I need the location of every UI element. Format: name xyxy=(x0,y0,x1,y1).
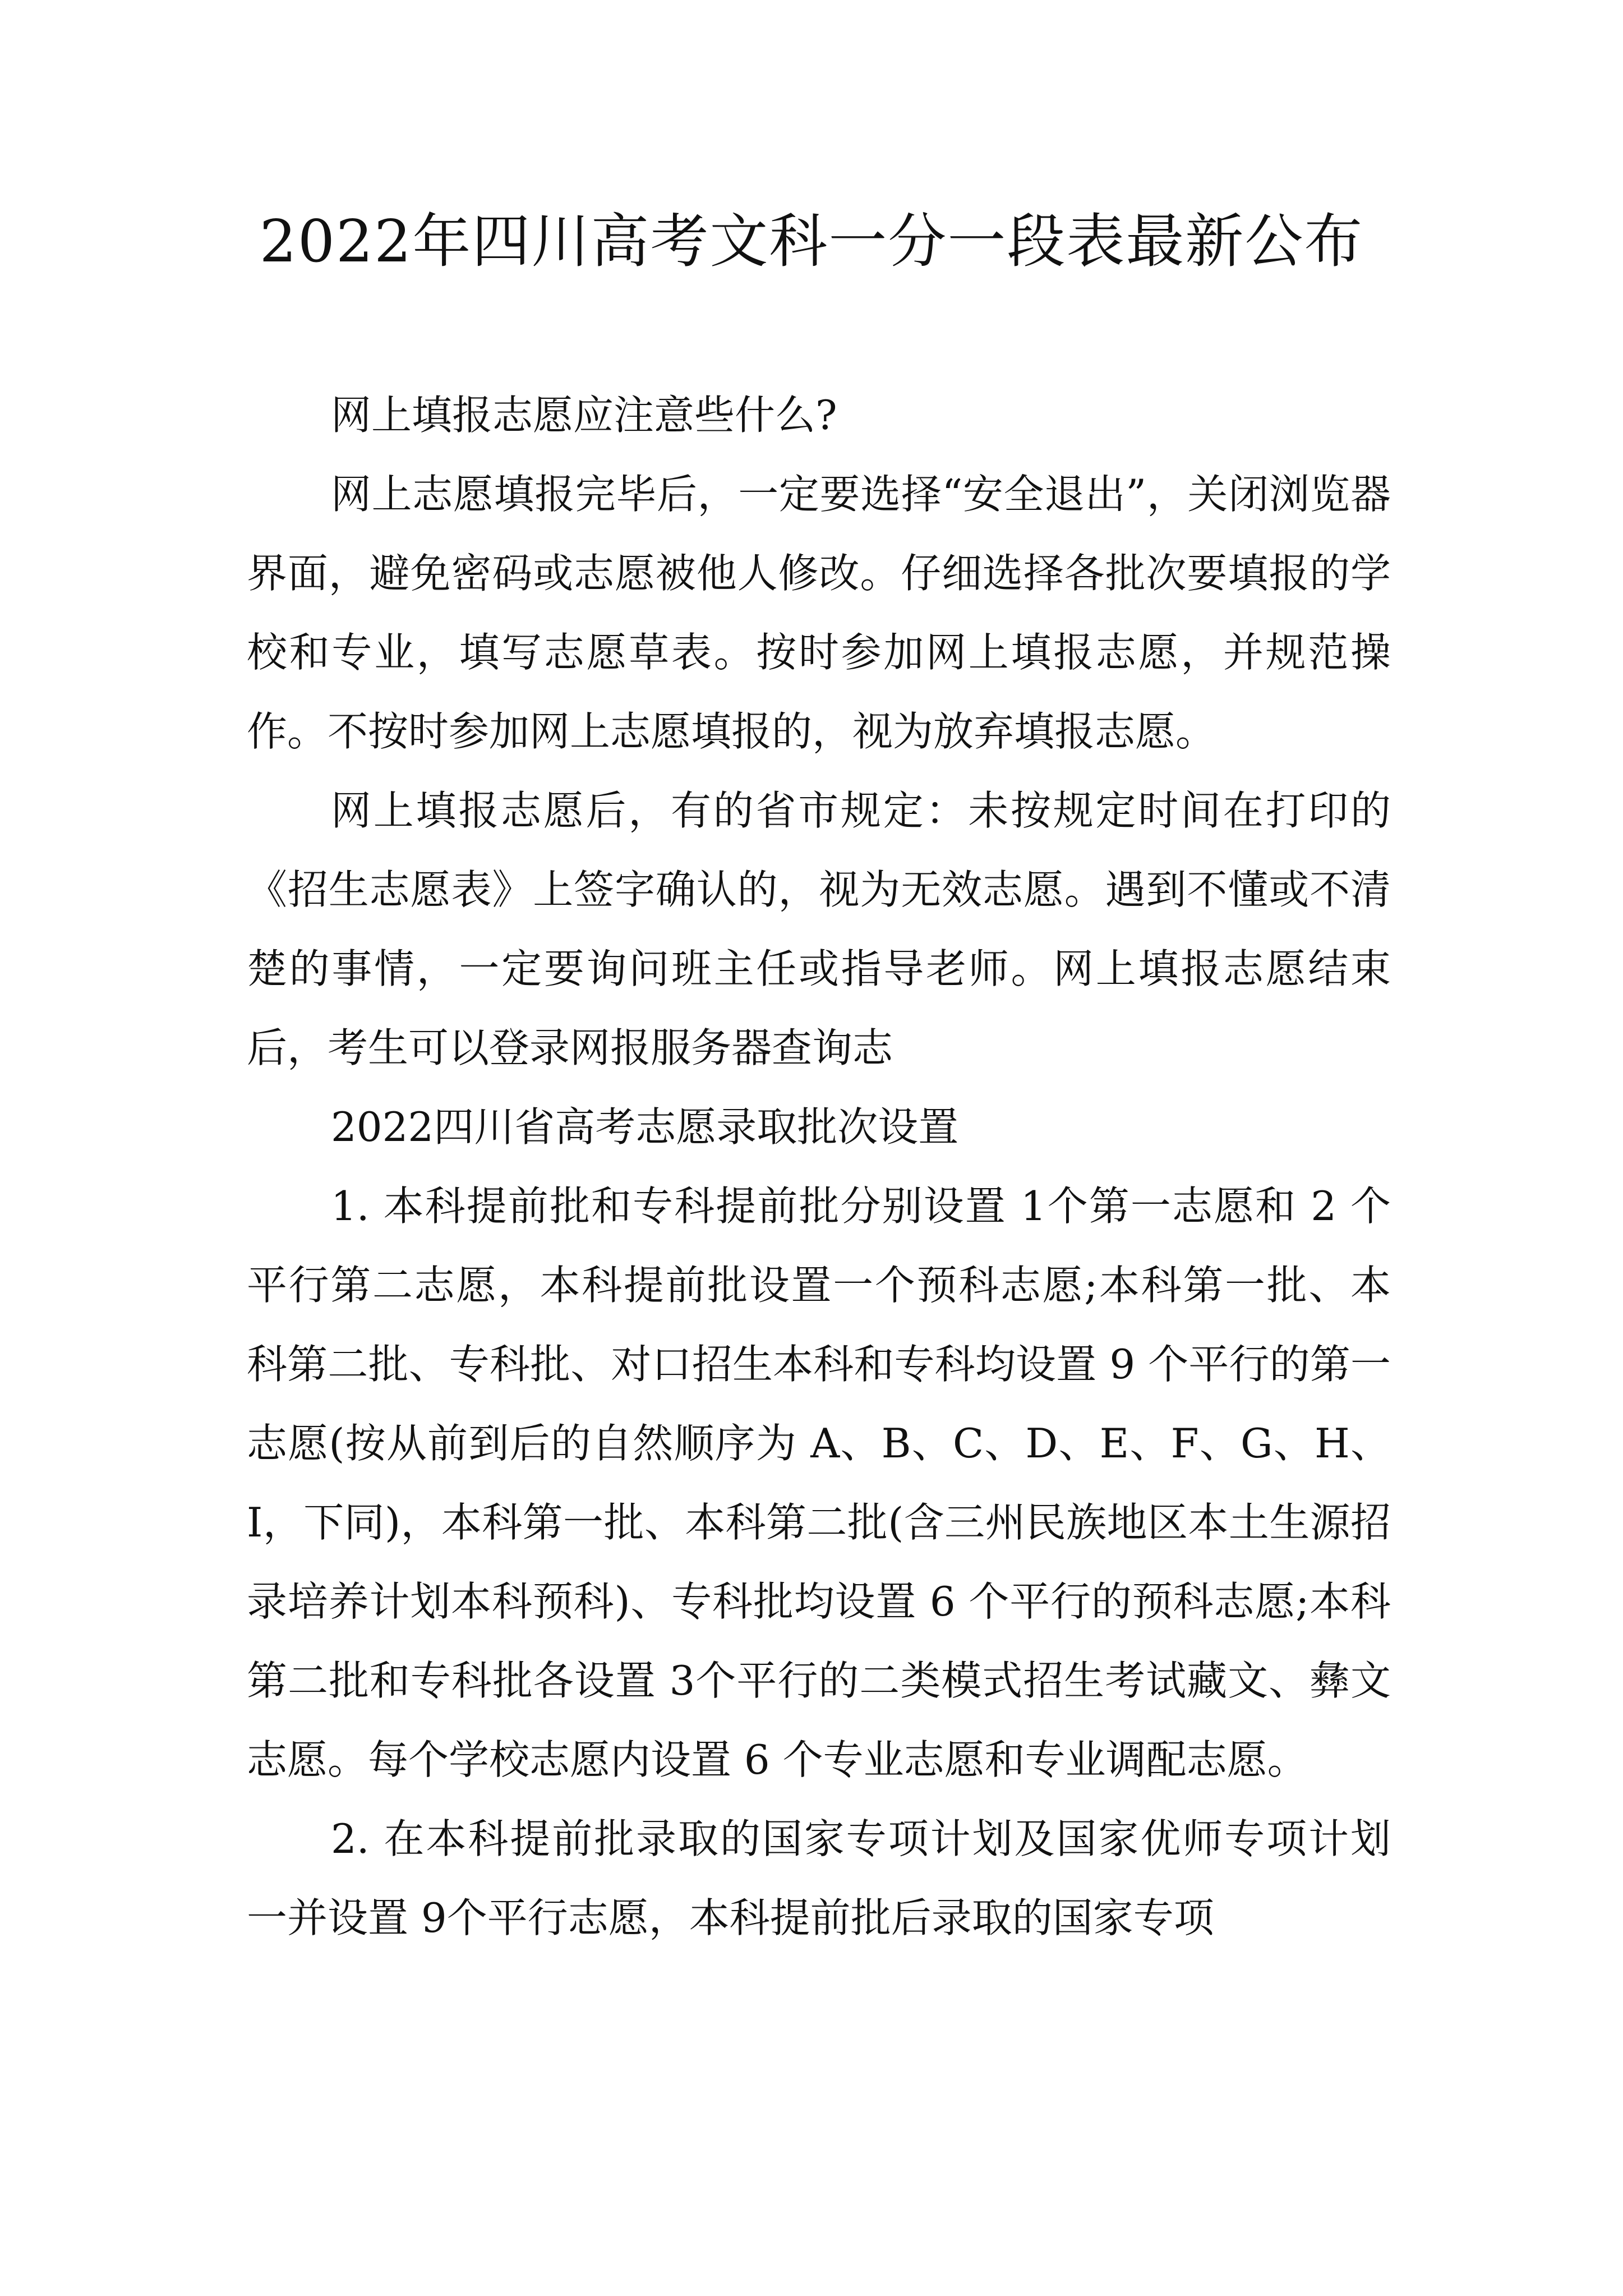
paragraph-question: 网上填报志愿应注意些什么? xyxy=(331,392,837,439)
document-body xyxy=(247,376,1391,1958)
paragraph-item-1: 1. 本科提前批和专科提前批分别设置 1个第一志愿和 2 个平行第二志愿，本科提前批设置一个预科志愿;本科第一批、本科第二批、专科批、对口招生本科和专科均设置 9 个平行的第一志愿(按从前到后的自然顺序为 A、B、C、D、E、F、G、H、 I，下同)，本科第一批、本科第二批(含三州民族地区本土生源招录培养计划本科预科)、专科批均设置 6 个平行的预科志愿;本科第二批和专科批各设置 3个平行的二类模式招生考试藏文、彝文志愿。每个学校志愿内设置 6 个专业志愿和专业调配志愿。 xyxy=(247,1182,1391,1783)
paragraph-after-submission: 网上志愿填报完毕后，一定要选择“安全退出”，关闭浏览器界面，避免密码或志愿被他人修改。仔细选择各批次要填报的学校和专业，填写志愿草表。按时参加网上填报志愿，并规范操作。不按时参加网上志愿填报的，视为放弃填报志愿。 xyxy=(247,471,1391,755)
paragraph-confirmation: 网上填报志愿后，有的省市规定：未按规定时间在打印的《招生志愿表》上签字确认的，视为无效志愿。遇到不懂或不清楚的事情，一定要询问班主任或指导老师。网上填报志愿结束后，考生可以登录网报服务器查询志 xyxy=(247,787,1391,1071)
document-title: 2022年四川高考文科一分一段表最新公布 xyxy=(259,207,1364,275)
section-heading: 2022四川省高考志愿录取批次设置 xyxy=(331,1103,959,1151)
paragraph-item-2: 2. 在本科提前批录取的国家专项计划及国家优师专项计划一并设置 9个平行志愿，本科提前批后录取的国家专项 xyxy=(247,1815,1391,1941)
